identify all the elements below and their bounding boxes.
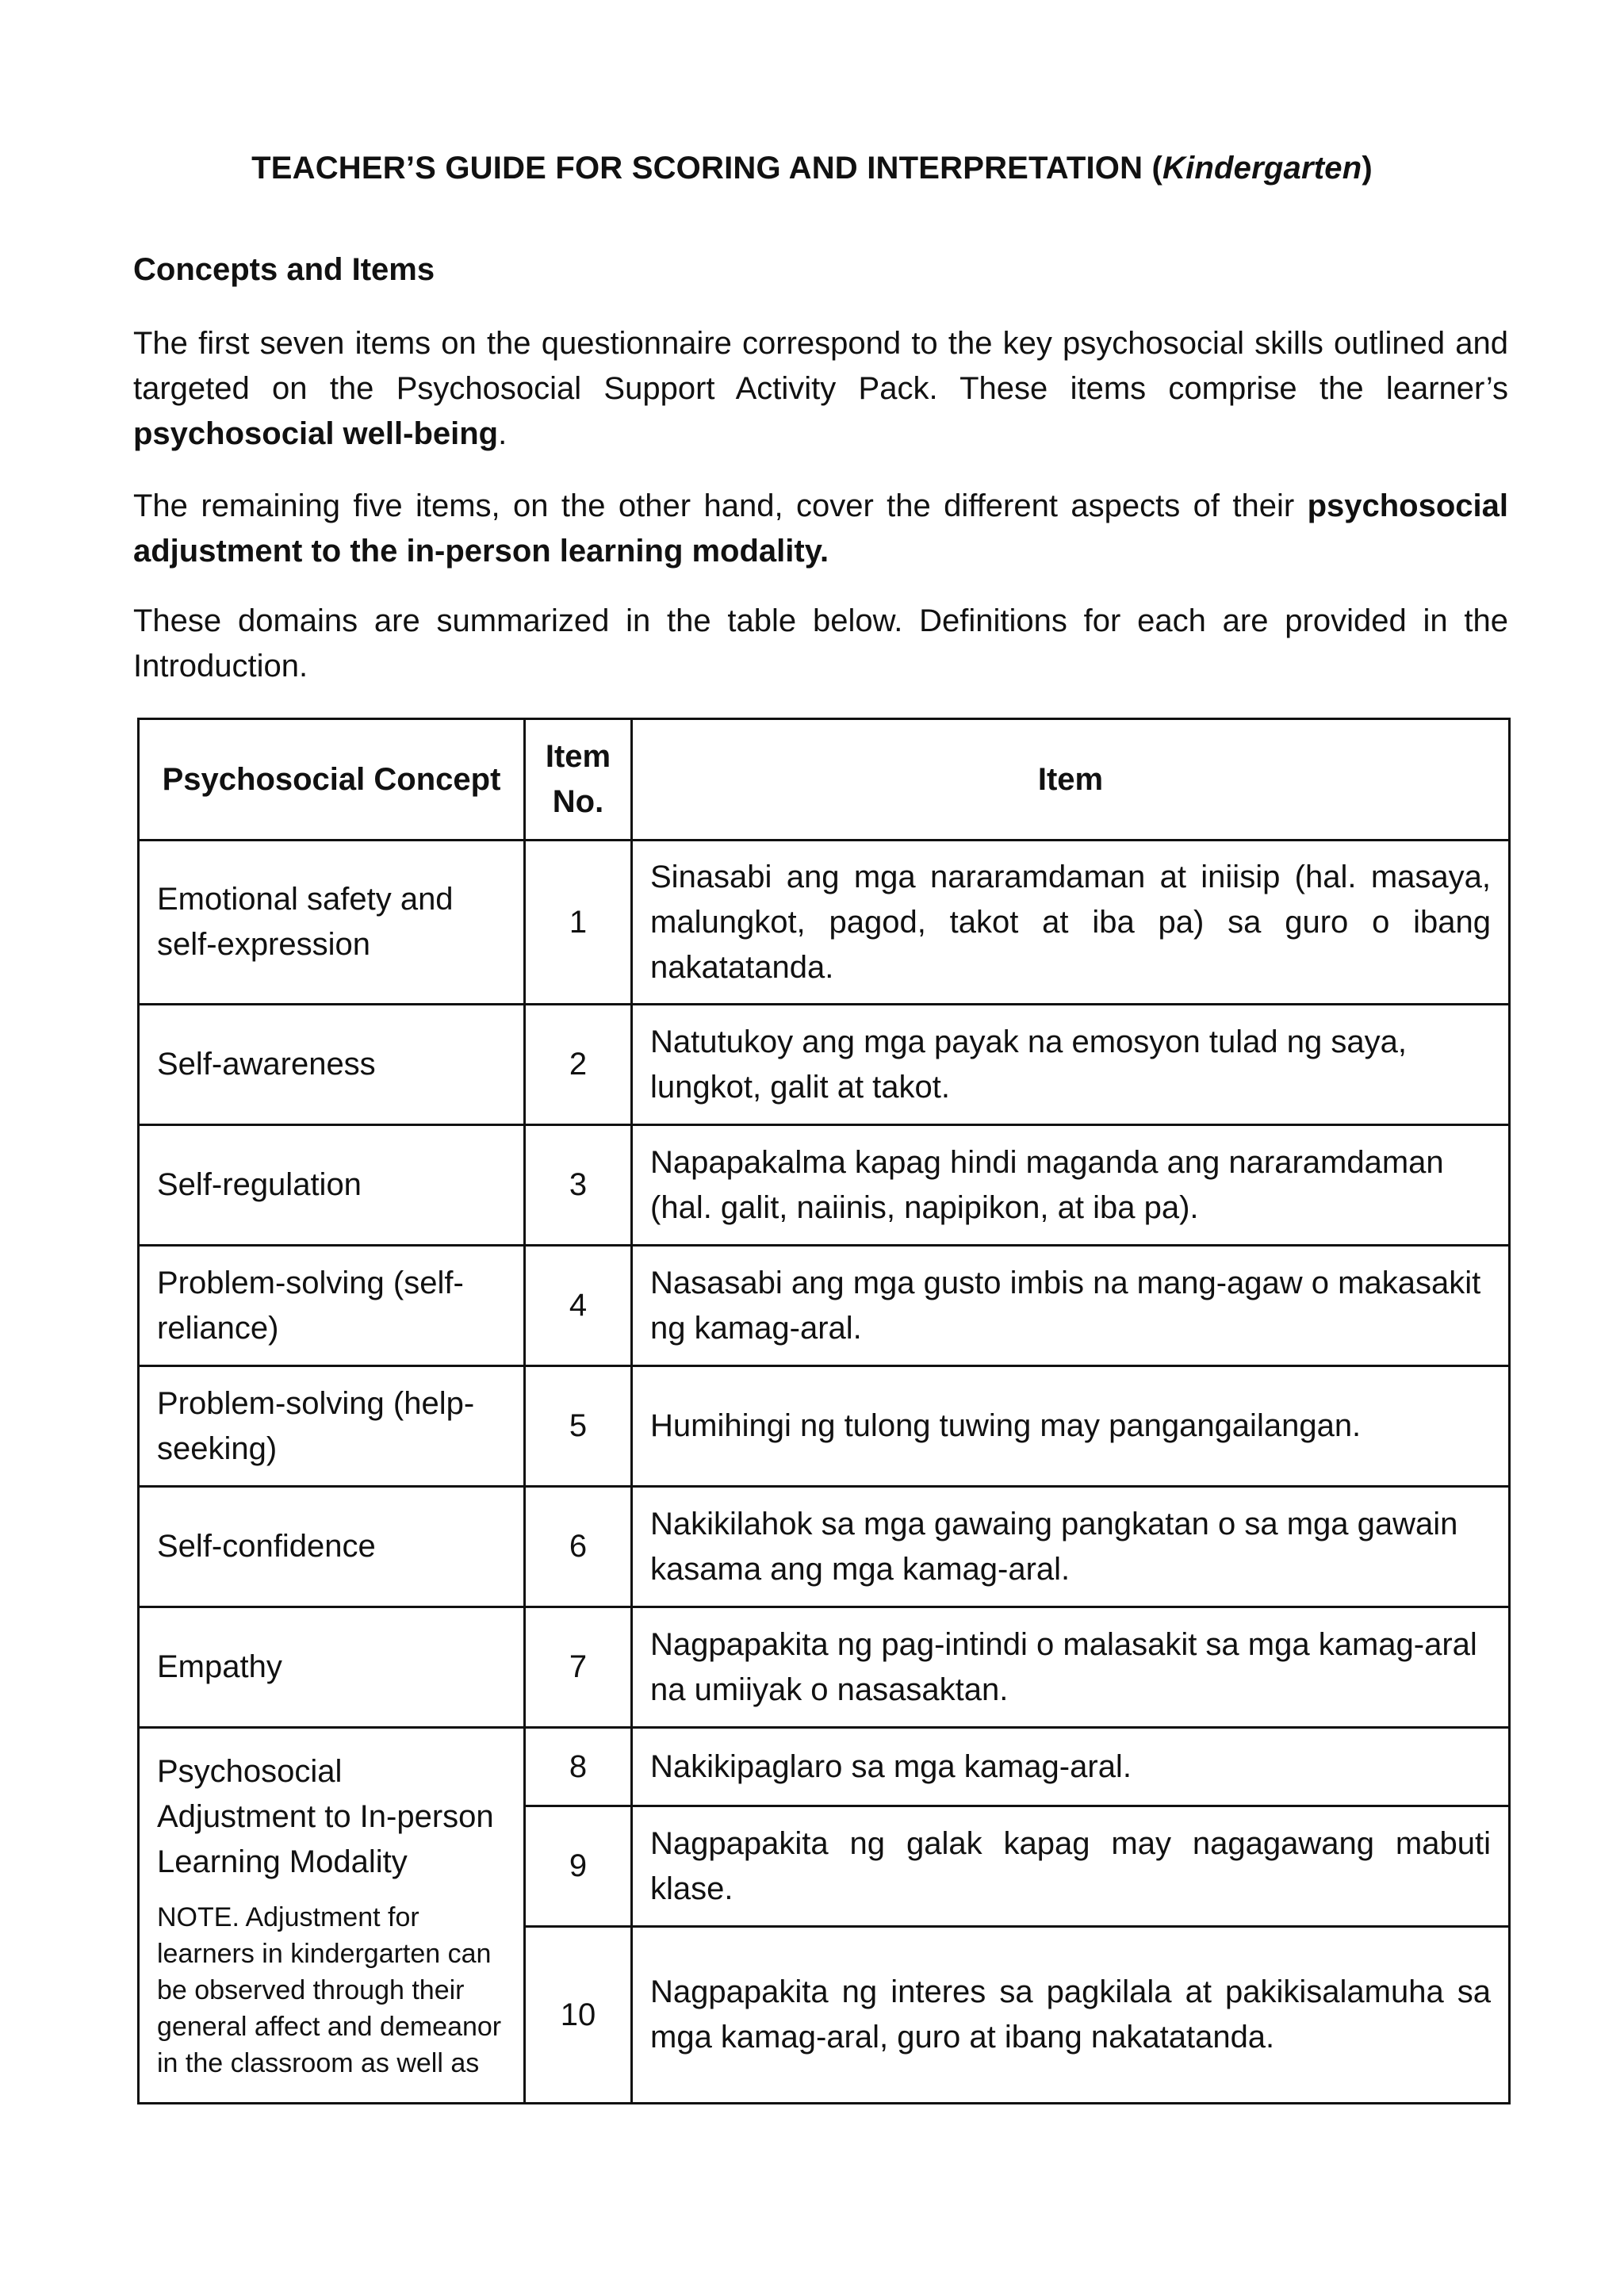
title-italic: Kindergarten [1162,151,1362,186]
page-title [0,151,1624,186]
item-cell: Nakikilahok sa mga gawaing pangkatan o sa mga gawain kasama ang mga kamag-aral. [632,1487,1510,1607]
concept-cell: Empathy [139,1607,525,1728]
paragraph-1-end: . [498,416,508,451]
paragraph-2 [133,484,1508,574]
item-cell: Nagpapakita ng galak kapag may nagagawang mabuti klase. [632,1806,1510,1927]
table-row [139,1487,1510,1607]
table-row [139,1607,1510,1728]
concepts-table [137,718,1511,2104]
section-heading: Concepts and Items [133,252,435,287]
item-cell: Natutukoy ang mga payak na emosyon tulad ng saya, lungkot, galit at takot. [632,1005,1510,1125]
concept-cell: Self-confidence [139,1487,525,1607]
title-end: ) [1362,151,1373,186]
item-number-cell: 2 [525,1005,632,1125]
table-row [139,1728,1510,1806]
adjustment-note: NOTE. Adjustment for learners in kindergarten can be observed through their general affect and demeanor in the classroom as well as [157,1902,502,2078]
paragraph-1-bold: psychosocial well-being [133,416,499,451]
item-number-cell: 1 [525,841,632,1005]
item-number-cell: 4 [525,1246,632,1366]
paragraph-1-text: The first seven items on the questionnaire correspond to the key psychosocial skills outlined and targeted on the Psychosocial Support Activity Pack. These items comprise the learner’s [133,326,1508,406]
concept-cell: Self-awareness [139,1005,525,1125]
paragraph-2-text: The remaining five items, on the other hand, cover the different aspects of their [133,488,1308,523]
item-cell: Nakikipaglaro sa mga kamag-aral. [632,1728,1510,1806]
item-number-cell: 7 [525,1607,632,1728]
adjustment-concept-label: Psychosocial Adjustment to In-person Learning Modality [157,1754,494,1879]
table-row [139,1125,1510,1246]
item-number-cell: 6 [525,1487,632,1607]
item-number-cell: 5 [525,1366,632,1487]
paragraph-1 [133,321,1508,457]
header-item-no: Item No. [525,719,632,841]
concept-cell: Problem-solving (self-reliance) [139,1246,525,1366]
table-row [139,1366,1510,1487]
table-row [139,1005,1510,1125]
item-cell: Napapakalma kapag hindi maganda ang nararamdaman (hal. galit, naiinis, napipikon, at iba pa). [632,1125,1510,1246]
adjustment-concept-cell [139,1728,525,2104]
table-row [139,841,1510,1005]
concept-cell: Emotional safety and self-expression [139,841,525,1005]
item-cell: Humihingi ng tulong tuwing may pangangailangan. [632,1366,1510,1487]
item-number-cell: 8 [525,1728,632,1806]
paragraph-3: These domains are summarized in the table below. Definitions for each are provided in the Introduction. [133,603,1508,684]
concept-cell: Self-regulation [139,1125,525,1246]
table-row [139,1246,1510,1366]
item-cell: Nasasabi ang mga gusto imbis na mang-agaw o makasakit ng kamag-aral. [632,1246,1510,1366]
title-main: TEACHER’S GUIDE FOR SCORING AND INTERPRETATION ( [251,151,1163,186]
item-cell: Sinasabi ang mga nararamdaman at iniisip (hal. masaya, malungkot, pagod, takot at iba pa) sa guro o ibang nakatatanda. [632,841,1510,1005]
item-number-cell: 10 [525,1927,632,2104]
item-cell: Nagpapakita ng interes sa pagkilala at pakikisalamuha sa mga kamag-aral, guro at ibang nakatatanda. [632,1927,1510,2104]
item-cell: Nagpapakita ng pag-intindi o malasakit sa mga kamag-aral na umiiyak o nasasaktan. [632,1607,1510,1728]
header-concept: Psychosocial Concept [139,719,525,841]
concept-cell: Problem-solving (help-seeking) [139,1366,525,1487]
header-item: Item [632,719,1510,841]
paragraph-2-bold: psychosocial adjustment to the in-person learning modality. [133,488,1508,569]
item-number-cell: 9 [525,1806,632,1927]
item-number-cell: 3 [525,1125,632,1246]
table-header-row [139,719,1510,841]
